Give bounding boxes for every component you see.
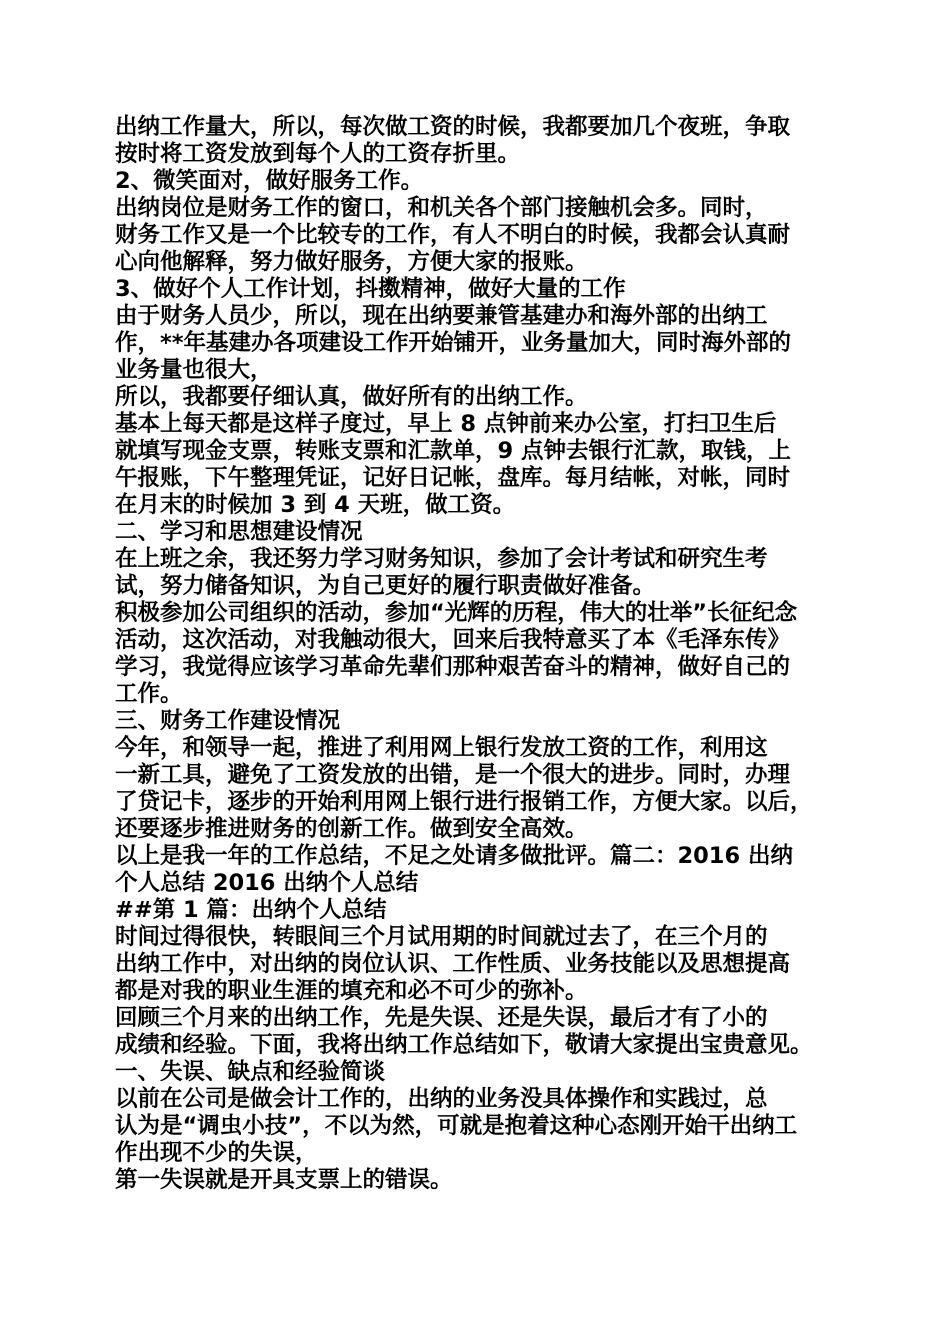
text-line: 基本上每天都是这样子度过，早上 8 点钟前来办公室，打扫卫生后 [115, 411, 777, 437]
text-line: 出纳岗位是财务工作的窗口，和机关各个部门接触机会多。同时， [115, 195, 768, 221]
text-line: ##第 1 篇：出纳个人总结 [115, 897, 387, 923]
text-line: 作，**年基建办各项建设工作开始铺开，业务量加大，同时海外部的 [115, 330, 792, 356]
text-line: 今年，和领导一起，推进了利用网上银行发放工资的工作，利用这 [115, 735, 768, 761]
text-line: 二、学习和思想建设情况 [115, 519, 363, 545]
text-line: 以上是我一年的工作总结，不足之处请多做批评。篇二：2016 出纳 [115, 843, 793, 869]
text-line: 在上班之余，我还努力学习财务知识，参加了会计考试和研究生考 [115, 546, 768, 572]
text-line: 时间过得很快，转眼间三个月试用期的时间就过去了，在三个月的 [115, 924, 768, 950]
text-line: 一新工具，避免了工资发放的出错，是一个很大的进步。同时，办理 [115, 762, 791, 788]
text-line: 还要逐步推进财务的创新工作。做到安全高效。 [115, 816, 588, 842]
text-line: 第一失误就是开具支票上的错误。 [115, 1167, 453, 1193]
text-line: 个人总结 2016 出纳个人总结 [115, 870, 419, 896]
text-line: 三、财务工作建设情况 [115, 708, 341, 734]
text-line: 成绩和经验。下面，我将出纳工作总结如下，敬请大家提出宝贵意见。 [115, 1032, 813, 1058]
text-line: 财务工作又是一个比较专的工作，有人不明白的时候，我都会认真耐 [115, 222, 791, 248]
text-line: 都是对我的职业生涯的填充和必不可少的弥补。 [115, 978, 588, 1004]
text-line: 认为是“调虫小技”，不以为然，可就是抱着这种心态刚开始干出纳工 [115, 1113, 798, 1139]
text-line: 2、微笑面对，做好服务工作。 [115, 168, 424, 194]
text-line: 学习，我觉得应该学习革命先辈们那种艰苦奋斗的精神，做好自己的 [115, 654, 791, 680]
text-line: 出纳工作中，对出纳的岗位认识、工作性质、业务技能以及思想提高 [115, 951, 791, 977]
text-line: 一、失误、缺点和经验简谈 [115, 1059, 386, 1085]
text-line: 由于财务人员少，所以，现在出纳要兼管基建办和海外部的出纳工 [115, 303, 768, 329]
text-line: 了贷记卡，逐步的开始利用网上银行进行报销工作，方便大家。以后， [115, 789, 813, 815]
text-line: 午报账，下午整理凭证，记好日记帐，盘库。每月结帐，对帐，同时 [115, 465, 791, 491]
text-line: 心向他解释，努力做好服务，方便大家的报账。 [115, 249, 588, 275]
text-line: 以前在公司是做会计工作的，出纳的业务没具体操作和实践过，总 [115, 1086, 768, 1112]
text-line: 就填写现金支票，转账支票和汇款单，9 点钟去银行汇款，取钱，上 [115, 438, 791, 464]
text-line: 工作。 [115, 681, 183, 707]
text-line: 活动，这次活动，对我触动很大，回来后我特意买了本《毛泽东传》 [115, 627, 791, 653]
text-line: 3、做好个人工作计划，抖擞精神，做好大量的工作 [115, 276, 626, 302]
text-line: 积极参加公司组织的活动，参加“光辉的历程，伟大的壮举”长征纪念 [115, 600, 798, 626]
text-line: 所以，我都要仔细认真，做好所有的出纳工作。 [115, 384, 588, 410]
text-line: 按时将工资发放到每个人的工资存折里。 [115, 141, 521, 167]
document-body [115, 114, 855, 1194]
text-line: 作出现不少的失误， [115, 1140, 318, 1166]
text-line: 试，努力储备知识，为自己更好的履行职责做好准备。 [115, 573, 656, 599]
text-line: 在月末的时候加 3 到 4 天班，做工资。 [115, 492, 516, 518]
text-line: 回顾三个月来的出纳工作，先是失误、还是失误，最后才有了小的 [115, 1005, 768, 1031]
text-line: 出纳工作量大，所以，每次做工资的时候，我都要加几个夜班，争取 [115, 114, 791, 140]
text-line: 业务量也很大， [115, 357, 273, 383]
